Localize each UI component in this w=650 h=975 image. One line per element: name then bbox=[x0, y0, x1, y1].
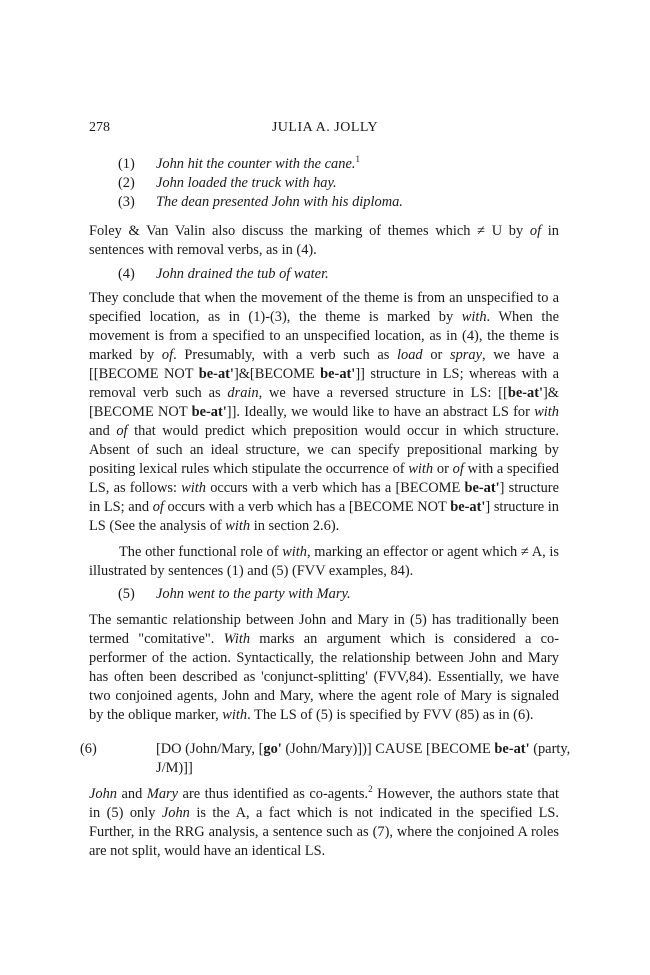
page-number: 278 bbox=[89, 120, 110, 135]
running-head: JULIA A. JOLLY bbox=[271, 120, 379, 135]
example-1: (1) John hit the counter with the cane.$^1$ bbox=[118, 154, 360, 172]
example-list-1-3 bbox=[118, 155, 558, 212]
example-5: (5) John went to the party with Mary. bbox=[118, 586, 351, 602]
example-2: (2) John loaded the truck with hay. bbox=[118, 175, 337, 191]
footnote-marker: 1 bbox=[355, 154, 360, 165]
paragraph-5: John and Mary are thus identified as co-agents.$^2$ However, the authors state that in (5) only John is the A, a fact which is not indicated in the specified LS. Further, in the RRG analysis, a sentence such as (7), where the conjoined A roles are not split, would have an identical LS. bbox=[89, 784, 559, 859]
paragraph-2: They conclude that when the movement of the theme is from an unspecified to a specified location, as in (1)-(3), the theme is marked by with. When the movement is from a specified to an unspecified location, as in (4), the theme is marked by of. Presumably, with a verb such as load or spray, we have a [[BECOME NOT be-at']&[BECOME be-at']] structure in LS; whereas with a removal verb such as drain, we have a reversed structure in LS: [[be-at']&[BECOME NOT be-at']]. Ideally, we would like to have an abstract LS for with and of that would predict which preposition would occur in which structure. Absent of such an ideal structure, we can specify prepositional marking by positing lexical rules which stipulate the occurrence of with or of with a specified LS, as follows: with occurs with a verb which has a [BECOME be-at'] structure in LS; and of occurs with a verb which has a [BECOME NOT be-at'] structure in LS (See the analysis of with in section 2.6). bbox=[89, 290, 560, 534]
paragraph-4: The semantic relationship between John and Mary in (5) has traditionally been termed "comitative". With marks an argument which is considered a co-performer of the action. Syntactically, the relationship between John and Mary has often been described as 'conjunct-splitting' (FVV,84). Essentially, we have two conjoined agents, John and Mary, where the agent role of Mary is signaled by the oblique marker, with. The LS of (5) is specified by FVV (85) as in (6). bbox=[89, 612, 560, 723]
example-3: (3) The dean presented John with his diploma. bbox=[118, 194, 403, 210]
example-6: (6) [DO (John/Mary, [go' (John/Mary)])] CAUSE [BECOME be-at' (party, J/M)]] bbox=[80, 741, 571, 776]
footnote-marker: 2 bbox=[368, 784, 373, 795]
paragraph-1: Foley & Van Valin also discuss the marking of themes which ≠ U by of in sentences with removal verbs, as in (4). bbox=[89, 223, 560, 258]
paragraph-3: The other functional role of with, marking an effector or agent which ≠ A, is illustrated by sentences (1) and (5) (FVV examples, 84). bbox=[89, 544, 560, 579]
example-4: (4) John drained the tub of water. bbox=[118, 266, 329, 282]
page-header bbox=[89, 118, 561, 138]
